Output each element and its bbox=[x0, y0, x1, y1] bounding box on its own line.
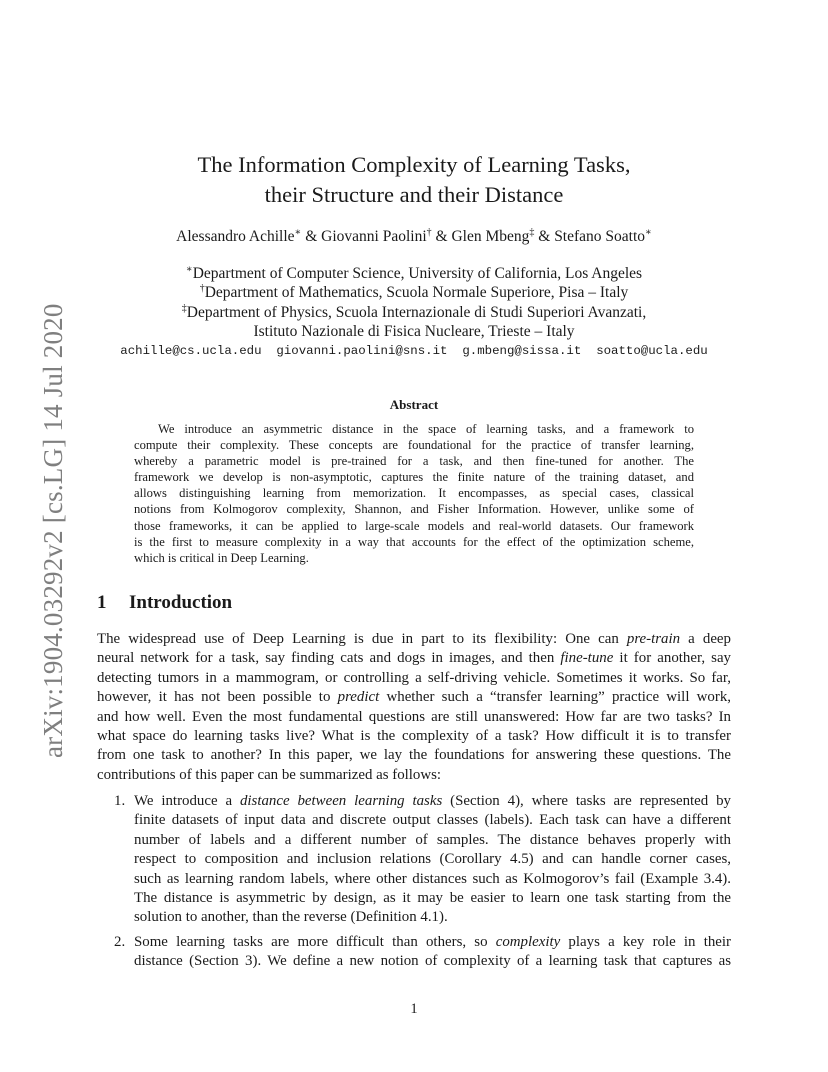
affiliation-line: ∗Department of Computer Science, University of California, Los Angeles bbox=[185, 263, 643, 282]
text-line: respect to composition and inclusion relations (Corollary 4.5) and can handle corner cases, bbox=[134, 851, 731, 868]
author-email: achille@cs.ucla.edu bbox=[120, 344, 262, 358]
abstract-line: those frameworks, it can be applied to large-scale models and real-world datasets. Our framework bbox=[134, 518, 694, 533]
text-line: We introduce a distance between learning tasks (Section 4), where tasks are represented by bbox=[134, 793, 731, 809]
author-affiliation-mark: ‡ bbox=[529, 226, 535, 238]
emphasized-term: distance between learning tasks bbox=[239, 793, 443, 809]
emphasized-term: predict bbox=[337, 689, 380, 706]
affiliations bbox=[0, 264, 828, 341]
abstract-line: whereby a parametric model is pre-trained for a task, and then fine-tuned for another. The bbox=[134, 454, 694, 469]
email-list bbox=[0, 344, 828, 358]
author-name: Stefano Soatto bbox=[554, 228, 646, 245]
author-name: Glen Mbeng bbox=[451, 228, 530, 245]
affiliation-mark: † bbox=[199, 283, 205, 295]
text-line: such as learning random labels, where other distances such as Kolmogorov’s fail (Example 3.4). bbox=[134, 870, 731, 887]
author-affiliation-mark: ∗ bbox=[645, 226, 652, 238]
text-line: neural network for a task, say finding cats and dogs in images, and then fine-tune it for another, say bbox=[97, 650, 732, 667]
emphasized-term: fine-tune bbox=[560, 650, 614, 667]
abstract-heading: Abstract bbox=[389, 397, 439, 412]
author-name: Alessandro Achille bbox=[176, 228, 295, 245]
contribution-list-item bbox=[97, 792, 731, 928]
text-line: The distance is asymmetric by design, as it may be easier to learn one task starting from the bbox=[134, 890, 731, 907]
affiliation-line: ‡Department of Physics, Scuola Internazionale di Studi Superiori Avanzati, bbox=[181, 302, 647, 321]
abstract-line: allows distinguishing learning from memorization. It encompasses, as special cases, classical bbox=[134, 486, 694, 501]
abstract-body bbox=[134, 421, 694, 566]
intro-paragraph bbox=[97, 630, 731, 785]
text-line: from one task to another? In this paper, we lay the foundations for answering these questions. The bbox=[97, 747, 731, 764]
abstract-line: compute their complexity. These concepts are foundational for the practice of transfer learning, bbox=[134, 438, 694, 453]
text-line: finite datasets of input data and discrete output classes (labels). Each task can have a different bbox=[134, 812, 731, 829]
abstract-line: notions from Kolmogorov complexity, Shannon, and Fisher Information. However, unlike some of bbox=[134, 502, 694, 517]
author-email: giovanni.paolini@sns.it bbox=[276, 344, 448, 358]
abstract-line: is the first to measure complexity in a way that accounts for the effect of the optimization scheme, bbox=[134, 534, 694, 549]
arxiv-identifier-stamp: arXiv:1904.03292v2 [cs.LG] 14 Jul 2020 bbox=[38, 303, 68, 758]
author-affiliation-mark: ∗ bbox=[294, 226, 302, 238]
author-email: g.mbeng@sissa.it bbox=[462, 344, 582, 358]
list-marker: 1. bbox=[114, 793, 126, 809]
title-line: The Information Complexity of Learning Tasks, bbox=[197, 152, 631, 177]
title-line: their Structure and their Distance bbox=[264, 182, 564, 207]
list-marker: 2. bbox=[114, 934, 126, 950]
text-line: detecting tumors in a mammogram, or controlling a self-driving vehicle. Sometimes it works. So far, bbox=[97, 669, 731, 686]
author-email: soatto@ucla.edu bbox=[596, 344, 708, 358]
text-line: The widespread use of Deep Learning is due in part to its flexibility: One can pre-train a deep bbox=[97, 631, 731, 647]
text-line: Some learning tasks are more difficult than others, so complexity plays a key role in their bbox=[134, 934, 731, 950]
section-number: 1 bbox=[97, 592, 107, 613]
contribution-list-item bbox=[97, 933, 731, 972]
paper-title bbox=[0, 150, 828, 210]
text-line: contributions of this paper can be summarized as follows: bbox=[97, 766, 442, 783]
affiliation-line: †Department of Mathematics, Scuola Normale Superiore, Pisa – Italy bbox=[199, 283, 629, 302]
affiliation-mark: ‡ bbox=[181, 302, 187, 314]
emphasized-term: complexity bbox=[495, 934, 561, 950]
author-name: Giovanni Paolini bbox=[321, 228, 427, 245]
abstract-line: framework we develop is non-asymptotic, captures the finite nature of the training dataset, and bbox=[134, 470, 694, 485]
abstract-line: which is critical in Deep Learning. bbox=[134, 550, 309, 565]
author-list: Alessandro Achille∗ & Giovanni Paolini† & Glen Mbeng‡ & Stefano Soatto∗ bbox=[176, 226, 652, 245]
text-line: what space do learning tasks live? What is the complexity of a task? How difficult it is to transfer bbox=[97, 728, 731, 745]
text-line: and how well. Even the most fundamental questions are still unanswered: How far are two tasks? In bbox=[97, 708, 731, 725]
abstract-line: We introduce an asymmetric distance in the space of learning tasks, and a framework to bbox=[158, 422, 694, 436]
text-line: number of labels and a different number of samples. The distance behaves properly with bbox=[134, 831, 731, 848]
affiliation-line: Istituto Nazionale di Fisica Nucleare, Trieste – Italy bbox=[253, 322, 575, 340]
page-number: 1 bbox=[410, 1001, 418, 1017]
text-line: however, it has not been possible to predict whether such a “transfer learning” practice will work, bbox=[97, 689, 731, 706]
author-affiliation-mark: † bbox=[426, 226, 432, 238]
text-line: solution to another, than the reverse (Definition 4.1). bbox=[134, 909, 448, 926]
text-line: distance (Section 3). We define a new notion of complexity of a learning task that captures as bbox=[134, 953, 731, 970]
section-heading bbox=[97, 592, 232, 614]
emphasized-term: pre-train bbox=[626, 631, 681, 647]
section-title: Introduction bbox=[129, 592, 233, 613]
affiliation-mark: ∗ bbox=[185, 263, 193, 275]
